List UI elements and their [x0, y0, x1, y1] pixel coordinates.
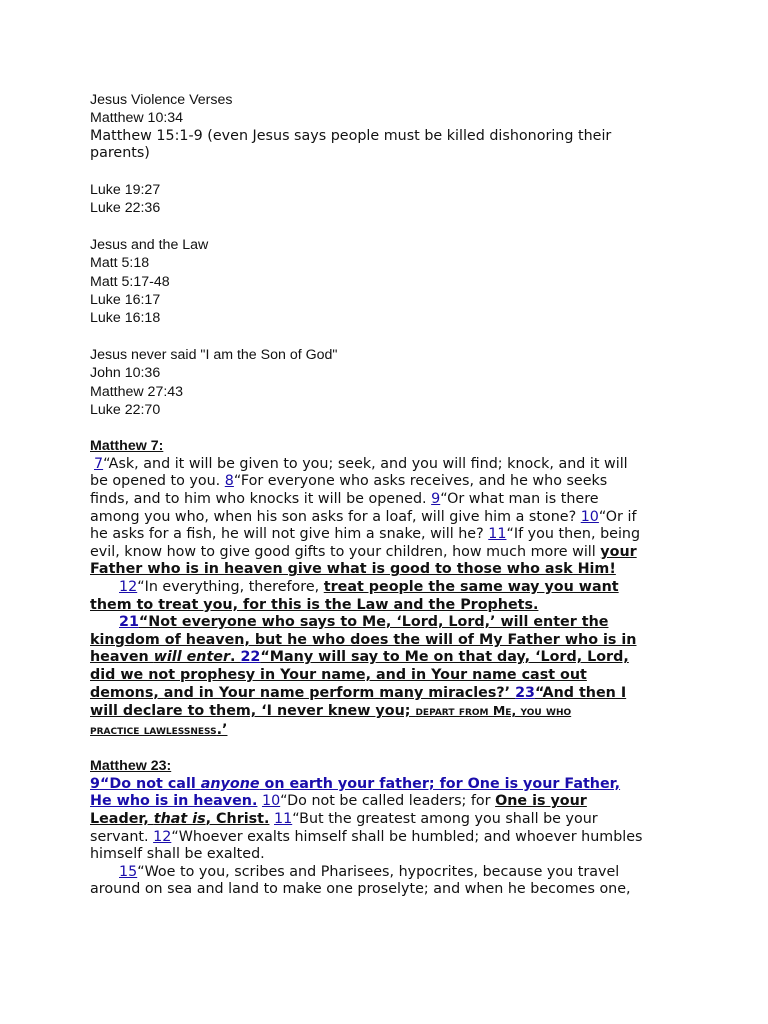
- verse-text: “Do not be called leaders; for: [280, 793, 496, 810]
- verse-link-7[interactable]: 7: [94, 455, 104, 472]
- verse-text: among you who, when his son asks for a loaf, will give him a stone?: [90, 508, 581, 525]
- verse-text: “Woe to you, scribes and Pharisees, hypocrites, because you travel: [137, 863, 620, 880]
- verse-text-emphasis: Father who is in heaven give what is good to those who ask Him!: [90, 561, 616, 578]
- verse-link-23[interactable]: 23: [515, 684, 535, 701]
- verse-link-12[interactable]: 12: [119, 579, 138, 596]
- verse-text-emphasis: One is your: [495, 793, 587, 810]
- verse-text-emphasis: will declare to them, ‘I never knew you;: [90, 703, 416, 720]
- verse-text-emphasis: kingdom of heaven, but he who does the will of My Father who is in: [90, 631, 637, 648]
- verse-text-emphasis: on earth your father; for One is your Father,: [259, 775, 621, 792]
- verse-text: finds, and to him who knocks it will be opened.: [90, 491, 432, 508]
- spacer: [90, 218, 690, 236]
- verse-text: “But the greatest among you shall be your: [292, 810, 598, 827]
- spacer: [90, 163, 690, 181]
- verse-text-emphasis: did we not prophesy in Your name, and in Your name cast out: [90, 667, 587, 683]
- ref-line: Luke 16:18: [90, 310, 161, 327]
- verse-text-emphasis: He who is in heaven.: [90, 793, 258, 810]
- verse-text: evil, know how to give good gifts to your children, how much more will: [90, 543, 601, 560]
- verse-text-emphasis: demons, and in Your name perform many miracles?’: [90, 684, 516, 701]
- ref-line: Luke 22:36: [90, 200, 161, 217]
- verse-text-emphasis: will enter: [153, 649, 231, 666]
- spacer: [90, 419, 690, 437]
- note-line: Matthew 15:1-9 (even Jesus says people must be killed dishonoring their: [90, 127, 612, 144]
- verse-link-12[interactable]: 12: [153, 828, 172, 845]
- verse-link-22[interactable]: 22: [240, 649, 261, 666]
- verse-text: “If you then, being: [506, 526, 641, 543]
- ref-line: Matt 5:18: [90, 255, 150, 272]
- verse-text: himself shall be exalted.: [90, 846, 265, 863]
- verse-text-emphasis: that is: [153, 810, 206, 827]
- verse-text: “In everything, therefore,: [137, 579, 324, 596]
- verse-text-emphasis: them to treat you, for this is the Law and the Prophets.: [90, 596, 539, 613]
- verse-text-emphasis: treat people the same way you want: [323, 579, 619, 596]
- chapter-heading-matthew-7: Matthew 7:: [90, 438, 164, 455]
- verse-link-9[interactable]: 9: [431, 491, 441, 508]
- verse-text-emphasis: “Not everyone who says to Me, ‘Lord, Lord,’ will enter the: [138, 614, 609, 631]
- spacer: [90, 328, 690, 346]
- ref-line: Luke 19:27: [90, 182, 161, 198]
- verse-link-9[interactable]: 9: [90, 775, 100, 792]
- verse-text-emphasis: , Christ.: [205, 810, 270, 827]
- verse-text: “Or what man is there: [440, 491, 599, 508]
- verse-text-emphasis: your: [600, 543, 637, 560]
- verse-text: be opened to you.: [90, 473, 225, 490]
- verse-text-emphasis: .: [230, 649, 241, 666]
- verse-text-emphasis: Leader,: [90, 810, 154, 827]
- spacer: [90, 739, 690, 757]
- ref-line: Matt 5:17-48: [90, 273, 170, 290]
- verse-text-emphasis: .’: [216, 721, 228, 738]
- verse-link-10[interactable]: 10: [261, 793, 281, 810]
- section-title-violence: Jesus Violence Verses: [90, 92, 233, 108]
- ref-line: Matthew 10:34: [90, 110, 184, 127]
- verse-text: servant.: [90, 828, 154, 845]
- verse-text-emphasis: anyone: [200, 775, 260, 792]
- verse-link-10[interactable]: 10: [580, 508, 599, 525]
- verse-text: “For everyone who asks receives, and he who seeks: [233, 473, 608, 490]
- ref-line: Luke 16:17: [90, 292, 161, 309]
- ref-line: Matthew 27:43: [90, 383, 184, 400]
- section-title-son: Jesus never said "I am the Son of God": [90, 346, 338, 363]
- verse-text: “Or if: [598, 508, 637, 525]
- note-line: parents): [90, 145, 150, 162]
- verse-text-emphasis: “Many will say to Me on that day, ‘Lord, Lord,: [260, 649, 629, 666]
- verse-link-15[interactable]: 15: [119, 863, 138, 880]
- verse-text-emphasis: “Do not call: [99, 775, 201, 792]
- verse-text: “Whoever exalts himself shall be humbled; and whoever humbles: [171, 828, 643, 845]
- verse-link-8[interactable]: 8: [224, 473, 234, 490]
- verse-text: around on sea and land to make one proselyte; and when he becomes one,: [90, 881, 631, 898]
- verse-link-21[interactable]: 21: [119, 614, 139, 631]
- document-page: [90, 91, 690, 899]
- ref-line: John 10:36: [90, 365, 161, 382]
- verse-text-small-caps: practice lawlessness: [90, 721, 217, 737]
- verse-text: “Ask, and it will be given to you; seek, and you will find; knock, and it will: [103, 455, 628, 472]
- verse-text-emphasis: heaven: [90, 649, 154, 666]
- verse-link-11[interactable]: 11: [274, 810, 293, 827]
- verse-link-11[interactable]: 11: [488, 526, 507, 543]
- verse-text-emphasis: “And then I: [534, 684, 627, 701]
- section-title-law: Jesus and the Law: [90, 236, 209, 253]
- ref-line: Luke 22:70: [90, 402, 161, 419]
- verse-text: he asks for a fish, he will not give him a snake, will he?: [90, 526, 489, 543]
- verse-text-small-caps: depart from Me, you who: [415, 703, 572, 719]
- chapter-heading-matthew-23: Matthew 23:: [90, 758, 172, 775]
